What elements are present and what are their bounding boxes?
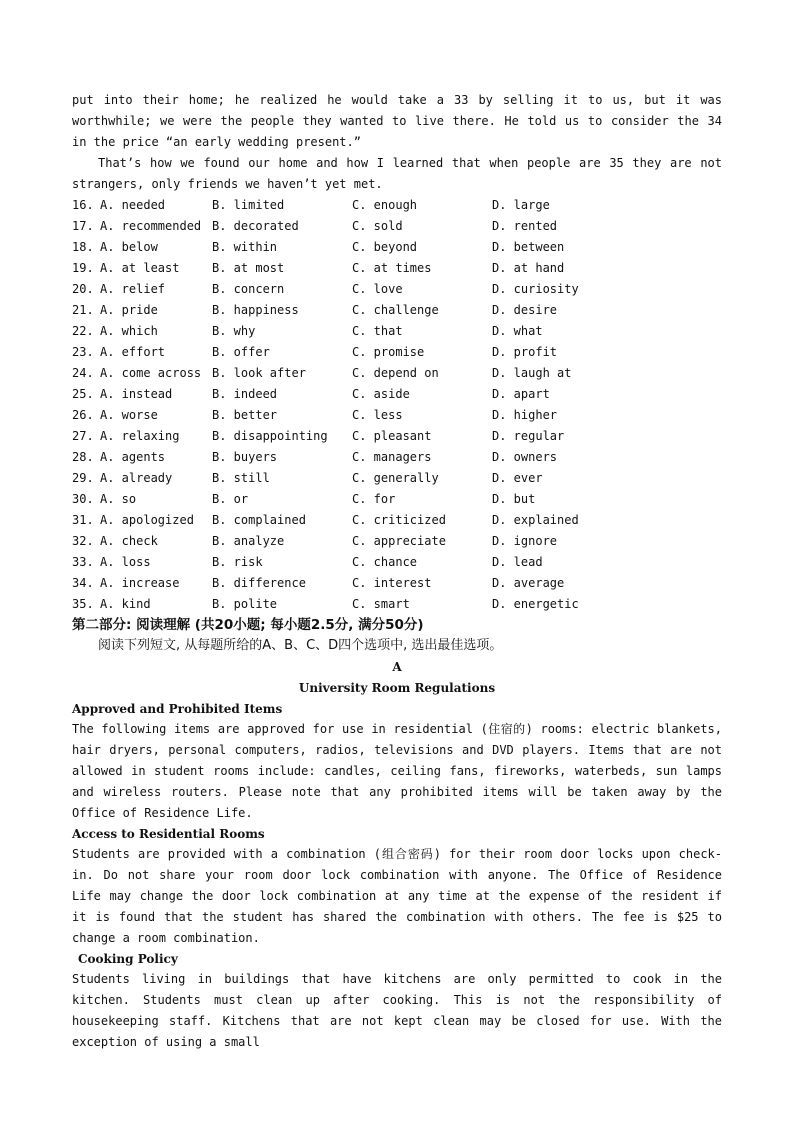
text-cooking: Students living in buildings that have kitchens are only permitted to cook in the kitchen. Students must clean up after cooking. This is not the responsibility of housekeeping staff. Kitchens that are not kept clean may be closed for use. With the exception of using a small — [72, 972, 722, 1049]
option-a: A. come across — [100, 366, 202, 380]
question-row — [72, 510, 722, 531]
question-number: 31. — [72, 513, 94, 527]
question-number: 24. — [72, 366, 94, 380]
option-d: D. owners — [492, 450, 558, 464]
option-a: A. relaxing — [100, 429, 180, 443]
question-number: 19. — [72, 261, 94, 275]
option-b: B. analyze — [212, 534, 285, 548]
question-row — [72, 300, 722, 321]
option-a: A. relief — [100, 282, 166, 296]
question-row — [72, 258, 722, 279]
option-b: B. or — [212, 492, 249, 506]
option-c: C. interest — [352, 576, 432, 590]
option-c: C. smart — [352, 597, 410, 611]
option-b: B. risk — [212, 555, 263, 569]
option-d: D. apart — [492, 387, 550, 401]
option-b: B. buyers — [212, 450, 278, 464]
option-a: A. check — [100, 534, 158, 548]
question-row — [72, 237, 722, 258]
option-b: B. within — [212, 240, 278, 254]
passage-title: University Room Regulations — [298, 681, 496, 695]
question-list — [72, 195, 722, 615]
option-a: A. instead — [100, 387, 173, 401]
option-c: C. enough — [352, 198, 418, 212]
question-number: 28. — [72, 450, 94, 464]
question-number: 33. — [72, 555, 94, 569]
option-b: B. indeed — [212, 387, 278, 401]
question-row — [72, 468, 722, 489]
question-number: 29. — [72, 471, 94, 485]
question-row — [72, 552, 722, 573]
option-b: B. concern — [212, 282, 285, 296]
question-row — [72, 489, 722, 510]
question-number: 18. — [72, 240, 94, 254]
option-d: D. rented — [492, 219, 558, 233]
option-c: C. criticized — [352, 513, 446, 527]
option-c: C. love — [352, 282, 403, 296]
text-approved-items: The following items are approved for use in residential (住宿的) rooms: electric blankets, hair dryers, personal computers, radios, televisions and DVD players. Items that are not allowed in student rooms include: candles, ceiling fans, fireworks, waterbeds, sun lamps and wireless routers. Please note that any prohibited items will be taken away by the Office of Residence Life. — [72, 722, 722, 820]
option-a: A. so — [100, 492, 137, 506]
option-d: D. at hand — [492, 261, 565, 275]
option-d: D. large — [492, 198, 550, 212]
option-c: C. at times — [352, 261, 432, 275]
option-a: A. needed — [100, 198, 166, 212]
option-b: B. why — [212, 324, 256, 338]
passage-paragraph-1: put into their home; he realized he would take a 33 by selling it to us, but it was worthwhile; we were the people they wanted to live there. He told us to consider the 34 in the price “an early wedding present.” — [72, 93, 722, 149]
option-d: D. curiosity — [492, 282, 579, 296]
option-d: D. profit — [492, 345, 558, 359]
option-c: C. generally — [352, 471, 439, 485]
question-row — [72, 342, 722, 363]
question-row — [72, 531, 722, 552]
question-row — [72, 384, 722, 405]
option-a: A. at least — [100, 261, 180, 275]
passage-letter: A — [392, 660, 402, 674]
question-number: 25. — [72, 387, 94, 401]
question-row — [72, 594, 722, 615]
option-b: B. polite — [212, 597, 278, 611]
question-row — [72, 426, 722, 447]
heading-access: Access to Residential Rooms — [72, 827, 265, 841]
instruction: 阅读下列短文, 从每题所给的A、B、C、D四个选项中, 选出最佳选项。 — [98, 638, 503, 653]
question-number: 22. — [72, 324, 94, 338]
option-c: C. chance — [352, 555, 418, 569]
heading-cooking: Cooking Policy — [78, 952, 178, 966]
question-number: 17. — [72, 219, 94, 233]
option-c: C. appreciate — [352, 534, 446, 548]
question-row — [72, 405, 722, 426]
option-a: A. worse — [100, 408, 158, 422]
option-c: C. challenge — [352, 303, 439, 317]
option-c: C. promise — [352, 345, 425, 359]
option-a: A. agents — [100, 450, 166, 464]
option-a: A. apologized — [100, 513, 194, 527]
option-c: C. depend on — [352, 366, 439, 380]
option-d: D. between — [492, 240, 565, 254]
question-number: 20. — [72, 282, 94, 296]
option-b: B. difference — [212, 576, 306, 590]
option-c: C. pleasant — [352, 429, 432, 443]
option-b: B. still — [212, 471, 270, 485]
option-a: A. recommended — [100, 219, 202, 233]
question-number: 16. — [72, 198, 94, 212]
question-row — [72, 216, 722, 237]
question-number: 35. — [72, 597, 94, 611]
option-a: A. effort — [100, 345, 166, 359]
question-number: 26. — [72, 408, 94, 422]
option-d: D. laugh at — [492, 366, 572, 380]
question-row — [72, 447, 722, 468]
option-c: C. sold — [352, 219, 403, 233]
option-d: D. average — [492, 576, 565, 590]
option-a: A. already — [100, 471, 173, 485]
option-b: B. look after — [212, 366, 306, 380]
heading-approved-items: Approved and Prohibited Items — [72, 702, 283, 716]
passage-paragraph-2: That’s how we found our home and how I learned that when people are 35 they are not strangers, only friends we haven’t yet met. — [72, 156, 722, 191]
option-a: A. pride — [100, 303, 158, 317]
option-b: B. better — [212, 408, 278, 422]
option-c: C. that — [352, 324, 403, 338]
option-c: C. aside — [352, 387, 410, 401]
option-d: D. explained — [492, 513, 579, 527]
option-d: D. regular — [492, 429, 565, 443]
option-d: D. ignore — [492, 534, 558, 548]
option-b: B. offer — [212, 345, 270, 359]
question-number: 21. — [72, 303, 94, 317]
section-title: 第二部分: 阅读理解 (共20小题; 每小题2.5分, 满分50分) — [72, 617, 424, 633]
question-row — [72, 321, 722, 342]
option-d: D. but — [492, 492, 536, 506]
option-a: A. loss — [100, 555, 151, 569]
option-a: A. which — [100, 324, 158, 338]
option-b: B. happiness — [212, 303, 299, 317]
option-d: D. higher — [492, 408, 558, 422]
question-row — [72, 279, 722, 300]
exam-page — [72, 90, 722, 1053]
option-d: D. lead — [492, 555, 543, 569]
option-a: A. below — [100, 240, 158, 254]
option-c: C. less — [352, 408, 403, 422]
option-d: D. energetic — [492, 597, 579, 611]
question-number: 34. — [72, 576, 94, 590]
option-a: A. increase — [100, 576, 180, 590]
option-c: C. beyond — [352, 240, 418, 254]
question-row — [72, 363, 722, 384]
option-d: D. what — [492, 324, 543, 338]
question-number: 32. — [72, 534, 94, 548]
question-number: 27. — [72, 429, 94, 443]
option-c: C. for — [352, 492, 396, 506]
question-number: 23. — [72, 345, 94, 359]
option-a: A. kind — [100, 597, 151, 611]
text-access: Students are provided with a combination (组合密码) for their room door locks upon check-in. Do not share your room door lock combination with anyone. The Office of Residence Life may change the door lock combination at any time at the expense of the resident if it is found that the student has shared the combination with others. The fee is $25 to change a room combination. — [72, 847, 722, 945]
option-d: D. desire — [492, 303, 558, 317]
question-number: 30. — [72, 492, 94, 506]
option-b: B. disappointing — [212, 429, 328, 443]
option-d: D. ever — [492, 471, 543, 485]
question-row — [72, 195, 722, 216]
option-b: B. limited — [212, 198, 285, 212]
question-row — [72, 573, 722, 594]
option-b: B. at most — [212, 261, 285, 275]
option-c: C. managers — [352, 450, 432, 464]
option-b: B. decorated — [212, 219, 299, 233]
option-b: B. complained — [212, 513, 306, 527]
